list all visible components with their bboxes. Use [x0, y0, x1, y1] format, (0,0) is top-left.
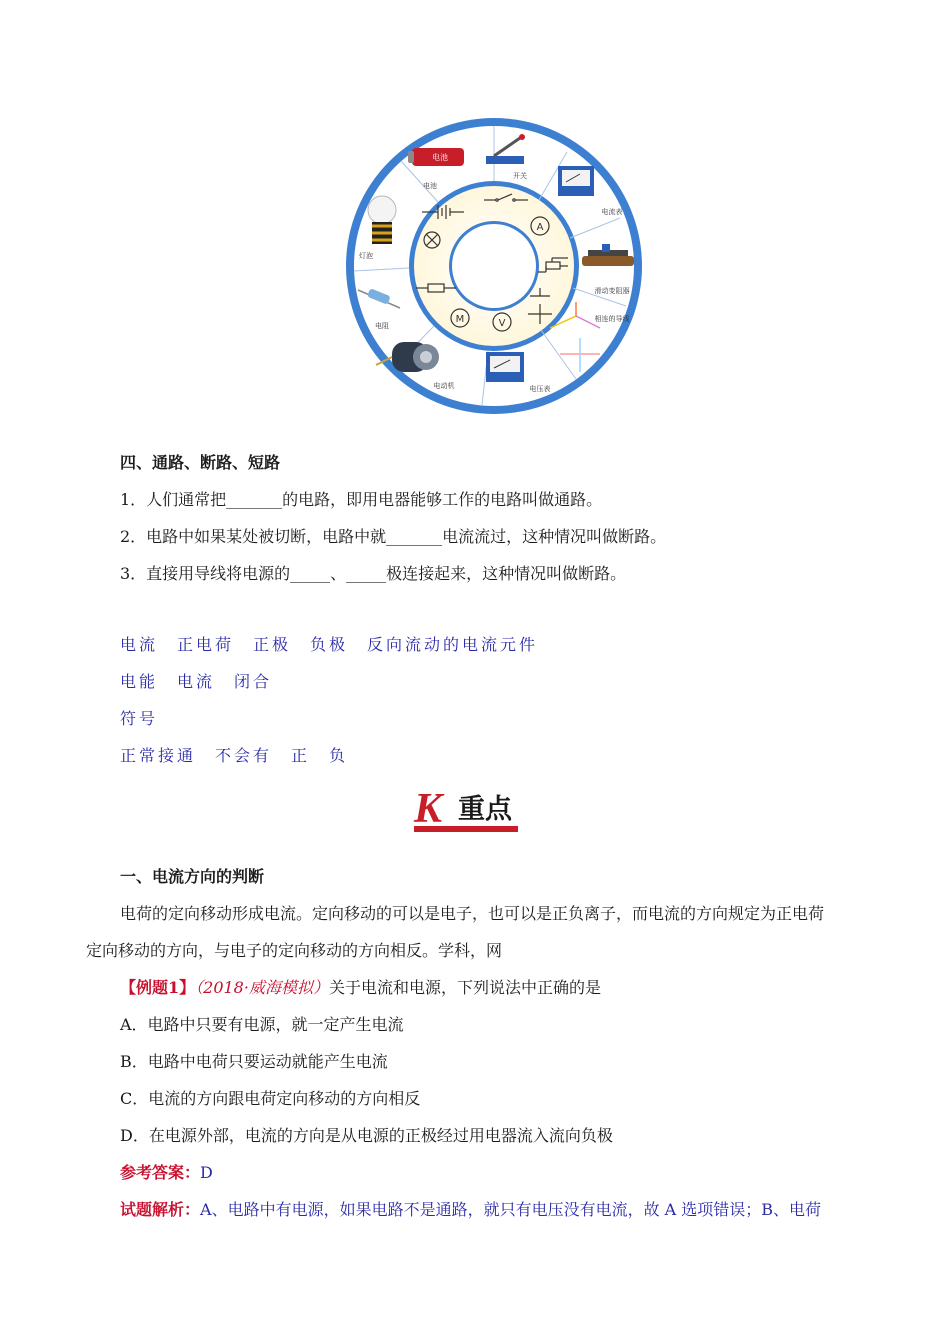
key-points-badge	[412, 782, 522, 834]
battery-picture	[408, 148, 464, 166]
label-rheostat: 滑动变阻器	[594, 287, 630, 295]
label-motor: 电动机	[433, 382, 455, 390]
motor-symbol-letter: M	[455, 314, 465, 325]
section4-item-2: 2．电路中如果某处被切断，电路中就_______电流流过，这种情况叫做断路。	[120, 527, 667, 546]
example-question: 关于电流和电源，下列说法中正确的是	[328, 978, 601, 997]
battery-picture-text: 电池	[432, 153, 448, 162]
option-a: A．电路中只要有电源，就一定产生电流	[120, 1015, 404, 1034]
label-switch: 开关	[513, 172, 527, 180]
example-source: （2018·威海模拟）	[195, 978, 329, 997]
option-b: B．电路中电荷只要运动就能产生电流	[120, 1052, 388, 1071]
answer-line-4: 正常接通 不会有 正 负	[120, 746, 349, 765]
example-tag: 【例题1】	[120, 978, 196, 997]
section1-para-line1: 电荷的定向移动形成电流。定向移动的可以是电子，也可以是正负离子，而电流的方向规定为正电荷	[120, 904, 825, 923]
circuit-elements-wheel	[344, 116, 644, 416]
option-c: C．电流的方向跟电荷定向移动的方向相反	[120, 1089, 421, 1108]
analysis-label: 试题解析：	[120, 1200, 201, 1219]
answer-label: 参考答案：	[120, 1163, 201, 1182]
label-resistor: 电阻	[375, 322, 389, 330]
answer-line-1: 电流 正电荷 正极 负极 反向流动的电流元件	[120, 635, 539, 654]
answer-row	[120, 1162, 213, 1184]
section1-heading: 一、电流方向的判断	[120, 867, 265, 886]
answer-value: D	[200, 1163, 213, 1182]
section4-heading: 四、通路、断路、短路	[120, 453, 281, 472]
badge-letter: K	[414, 786, 443, 832]
analysis-text: A、电路中有电源，如果电路不是通路，就只有电压没有电流，故 A 选项错误；B、电荷	[200, 1200, 822, 1219]
badge-text: 重点	[458, 794, 512, 825]
answer-line-3: 符号	[120, 709, 159, 728]
label-wires: 相连的导线	[594, 315, 630, 323]
label-lamp: 灯泡	[359, 252, 373, 260]
example-line	[120, 977, 601, 999]
ammeter-symbol-letter: A	[536, 222, 544, 233]
label-voltmeter: 电压表	[529, 385, 551, 393]
voltmeter-picture	[486, 352, 524, 382]
answer-line-2: 电能 电流 闭合	[120, 672, 273, 691]
section1-para-line2: 定向移动的方向，与电子的定向移动的方向相反。学科，网	[86, 941, 503, 960]
label-battery: 电池	[423, 182, 437, 190]
section4-item-1: 1．人们通常把_______的电路，即用电器能够工作的电路叫做通路。	[120, 490, 603, 509]
option-d: D．在电源外部，电流的方向是从电源的正极经过用电器流入流向负极	[120, 1126, 613, 1145]
analysis-row	[120, 1199, 821, 1221]
label-ammeter: 电流表	[601, 208, 623, 216]
voltmeter-symbol-letter: V	[498, 318, 506, 329]
lamp-picture	[368, 196, 396, 244]
ammeter-picture	[558, 166, 594, 196]
section4-item-3: 3．直接用导线将电源的_____、_____极连接起来，这种情况叫做断路。	[120, 564, 627, 583]
